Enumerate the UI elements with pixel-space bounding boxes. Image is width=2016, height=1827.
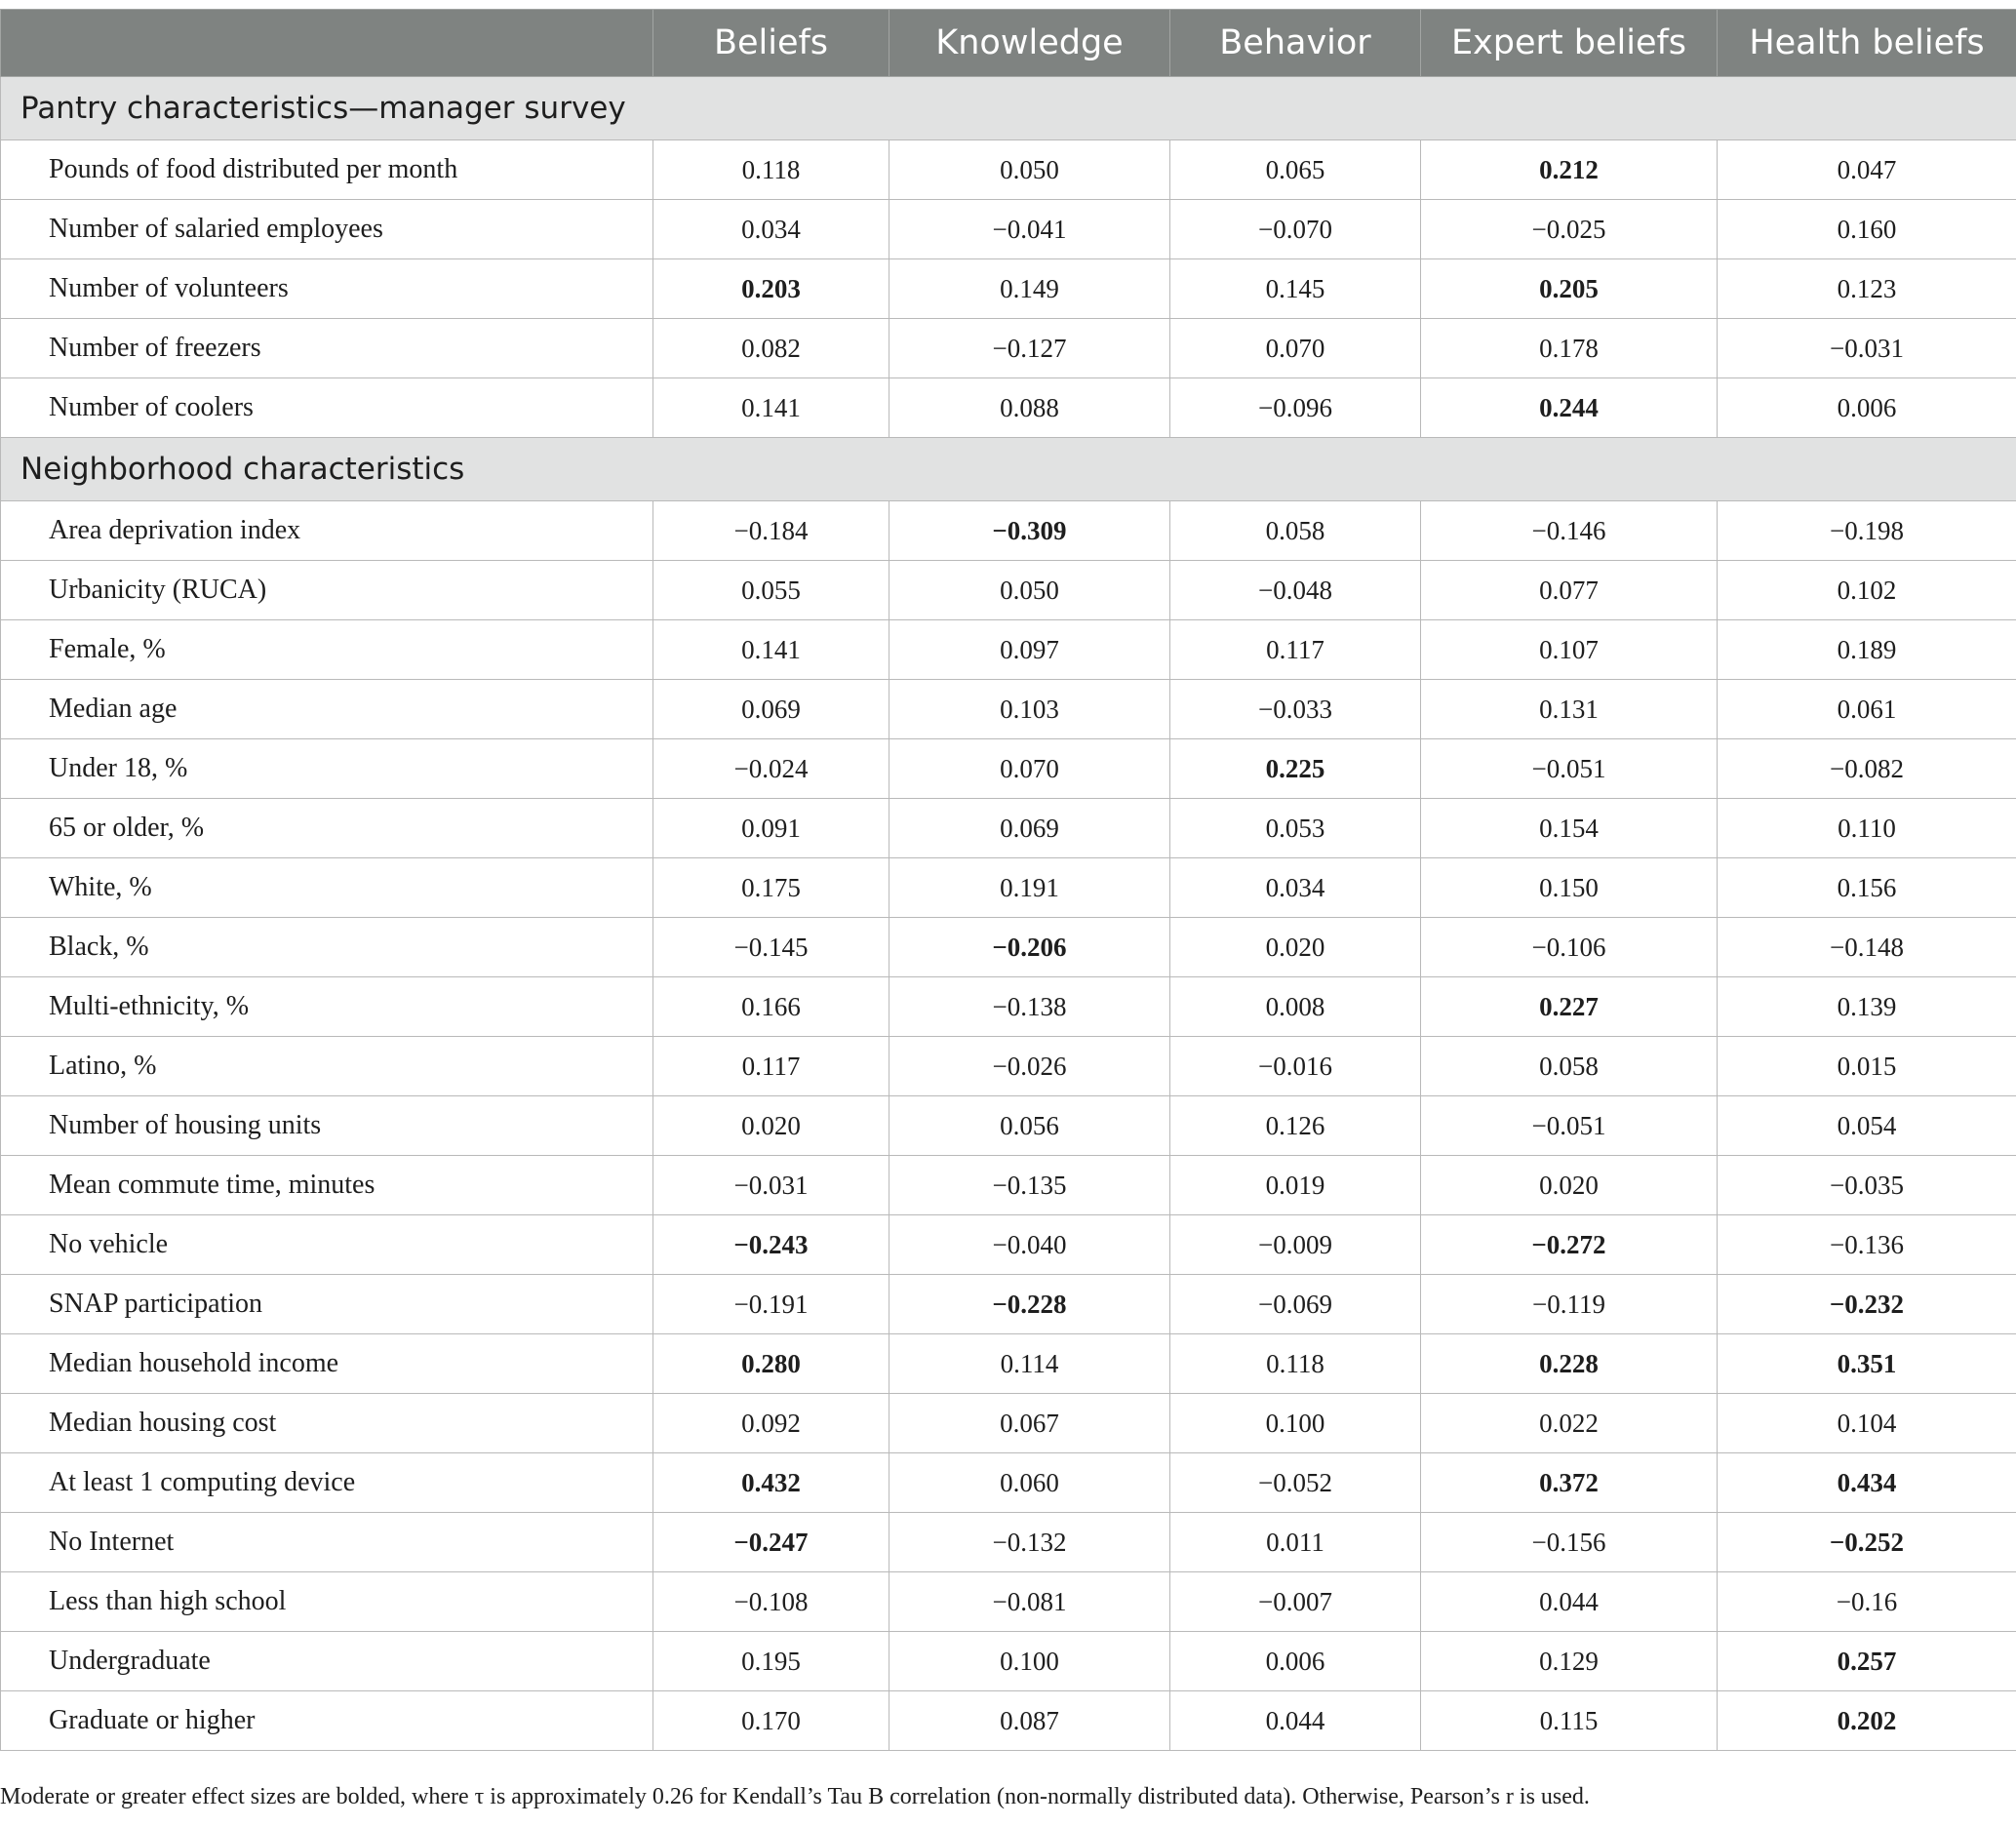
value-cell: −0.026	[889, 1037, 1170, 1096]
value-cell: 0.070	[1170, 319, 1421, 378]
section-title: Neighborhood characteristics	[1, 438, 2016, 501]
table-row	[1, 918, 2016, 977]
value-cell: 0.055	[653, 561, 889, 620]
value-cell: 0.082	[653, 319, 889, 378]
value-cell: 0.225	[1170, 739, 1421, 799]
value-cell: 0.102	[1718, 561, 2016, 620]
value-cell: −0.252	[1718, 1513, 2016, 1572]
table-row	[1, 1394, 2016, 1453]
value-cell: −0.016	[1170, 1037, 1421, 1096]
value-cell: 0.117	[653, 1037, 889, 1096]
value-cell: 0.244	[1421, 378, 1718, 438]
value-cell: −0.108	[653, 1572, 889, 1632]
value-cell: −0.16	[1718, 1572, 2016, 1632]
value-cell: 0.141	[653, 620, 889, 680]
value-cell: −0.081	[889, 1572, 1170, 1632]
value-cell: −0.035	[1718, 1156, 2016, 1215]
row-label: Graduate or higher	[1, 1691, 653, 1751]
correlation-table	[0, 9, 2016, 1751]
value-cell: 0.117	[1170, 620, 1421, 680]
row-label: Latino, %	[1, 1037, 653, 1096]
row-label: SNAP participation	[1, 1275, 653, 1334]
value-cell: −0.070	[1170, 200, 1421, 259]
table-row	[1, 319, 2016, 378]
value-cell: 0.139	[1718, 977, 2016, 1037]
value-cell: −0.228	[889, 1275, 1170, 1334]
value-cell: 0.103	[889, 680, 1170, 739]
section-title: Pantry characteristics—manager survey	[1, 77, 2016, 140]
value-cell: 0.150	[1421, 858, 1718, 918]
value-cell: 0.011	[1170, 1513, 1421, 1572]
value-cell: −0.135	[889, 1156, 1170, 1215]
value-cell: 0.434	[1718, 1453, 2016, 1513]
value-cell: −0.136	[1718, 1215, 2016, 1275]
value-cell: 0.067	[889, 1394, 1170, 1453]
table-row	[1, 977, 2016, 1037]
value-cell: 0.191	[889, 858, 1170, 918]
row-label: Mean commute time, minutes	[1, 1156, 653, 1215]
value-cell: 0.227	[1421, 977, 1718, 1037]
value-cell: 0.280	[653, 1334, 889, 1394]
value-cell: −0.009	[1170, 1215, 1421, 1275]
value-cell: 0.100	[1170, 1394, 1421, 1453]
value-cell: −0.119	[1421, 1275, 1718, 1334]
row-label: Number of coolers	[1, 378, 653, 438]
value-cell: 0.061	[1718, 680, 2016, 739]
table-row	[1, 680, 2016, 739]
value-cell: 0.088	[889, 378, 1170, 438]
value-cell: 0.107	[1421, 620, 1718, 680]
table-row	[1, 1572, 2016, 1632]
value-cell: 0.020	[1170, 918, 1421, 977]
value-cell: 0.175	[653, 858, 889, 918]
table-row	[1, 501, 2016, 561]
value-cell: 0.020	[653, 1096, 889, 1156]
value-cell: 0.104	[1718, 1394, 2016, 1453]
value-cell: 0.050	[889, 140, 1170, 200]
value-cell: 0.015	[1718, 1037, 2016, 1096]
value-cell: 0.154	[1421, 799, 1718, 858]
table-row	[1, 378, 2016, 438]
header-cell-health-beliefs: Health beliefs	[1718, 10, 2016, 77]
value-cell: −0.096	[1170, 378, 1421, 438]
table-row	[1, 1453, 2016, 1513]
header-cell-knowledge: Knowledge	[889, 10, 1170, 77]
row-label: Median housing cost	[1, 1394, 653, 1453]
row-label: Less than high school	[1, 1572, 653, 1632]
value-cell: 0.189	[1718, 620, 2016, 680]
value-cell: −0.272	[1421, 1215, 1718, 1275]
section-header-row	[1, 77, 2016, 140]
row-label: Median age	[1, 680, 653, 739]
value-cell: −0.024	[653, 739, 889, 799]
table-row	[1, 1096, 2016, 1156]
header-row	[1, 10, 2016, 77]
value-cell: 0.092	[653, 1394, 889, 1453]
value-cell: −0.031	[653, 1156, 889, 1215]
value-cell: −0.206	[889, 918, 1170, 977]
value-cell: −0.051	[1421, 1096, 1718, 1156]
value-cell: 0.019	[1170, 1156, 1421, 1215]
value-cell: −0.148	[1718, 918, 2016, 977]
value-cell: 0.006	[1170, 1632, 1421, 1691]
value-cell: −0.156	[1421, 1513, 1718, 1572]
table-row	[1, 620, 2016, 680]
row-label: Number of freezers	[1, 319, 653, 378]
value-cell: 0.145	[1170, 259, 1421, 319]
value-cell: −0.040	[889, 1215, 1170, 1275]
value-cell: −0.309	[889, 501, 1170, 561]
row-label: White, %	[1, 858, 653, 918]
value-cell: −0.069	[1170, 1275, 1421, 1334]
header-cell-beliefs: Beliefs	[653, 10, 889, 77]
value-cell: −0.146	[1421, 501, 1718, 561]
row-label: No Internet	[1, 1513, 653, 1572]
value-cell: −0.145	[653, 918, 889, 977]
value-cell: 0.050	[889, 561, 1170, 620]
value-cell: −0.198	[1718, 501, 2016, 561]
value-cell: −0.048	[1170, 561, 1421, 620]
value-cell: 0.195	[653, 1632, 889, 1691]
value-cell: 0.053	[1170, 799, 1421, 858]
table-row	[1, 1037, 2016, 1096]
value-cell: 0.129	[1421, 1632, 1718, 1691]
row-label: 65 or older, %	[1, 799, 653, 858]
value-cell: 0.351	[1718, 1334, 2016, 1394]
value-cell: 0.372	[1421, 1453, 1718, 1513]
value-cell: −0.082	[1718, 739, 2016, 799]
table-row	[1, 739, 2016, 799]
value-cell: −0.007	[1170, 1572, 1421, 1632]
header-cell-label	[1, 10, 653, 77]
value-cell: 0.044	[1421, 1572, 1718, 1632]
value-cell: −0.247	[653, 1513, 889, 1572]
value-cell: 0.166	[653, 977, 889, 1037]
row-label: Number of housing units	[1, 1096, 653, 1156]
value-cell: 0.065	[1170, 140, 1421, 200]
value-cell: 0.110	[1718, 799, 2016, 858]
value-cell: 0.091	[653, 799, 889, 858]
value-cell: 0.257	[1718, 1632, 2016, 1691]
value-cell: −0.025	[1421, 200, 1718, 259]
table-row	[1, 1632, 2016, 1691]
value-cell: 0.118	[653, 140, 889, 200]
value-cell: −0.031	[1718, 319, 2016, 378]
table-row	[1, 1156, 2016, 1215]
value-cell: −0.132	[889, 1513, 1170, 1572]
value-cell: 0.060	[889, 1453, 1170, 1513]
row-label: Under 18, %	[1, 739, 653, 799]
value-cell: 0.056	[889, 1096, 1170, 1156]
value-cell: 0.070	[889, 739, 1170, 799]
value-cell: 0.149	[889, 259, 1170, 319]
table-row	[1, 561, 2016, 620]
value-cell: 0.202	[1718, 1691, 2016, 1751]
table-row	[1, 1275, 2016, 1334]
value-cell: 0.126	[1170, 1096, 1421, 1156]
value-cell: 0.069	[889, 799, 1170, 858]
value-cell: 0.054	[1718, 1096, 2016, 1156]
value-cell: 0.203	[653, 259, 889, 319]
row-label: Area deprivation index	[1, 501, 653, 561]
value-cell: 0.047	[1718, 140, 2016, 200]
row-label: Female, %	[1, 620, 653, 680]
value-cell: 0.205	[1421, 259, 1718, 319]
value-cell: −0.138	[889, 977, 1170, 1037]
value-cell: −0.041	[889, 200, 1170, 259]
row-label: Urbanicity (RUCA)	[1, 561, 653, 620]
value-cell: 0.123	[1718, 259, 2016, 319]
value-cell: 0.212	[1421, 140, 1718, 200]
value-cell: 0.034	[1170, 858, 1421, 918]
value-cell: −0.033	[1170, 680, 1421, 739]
value-cell: 0.178	[1421, 319, 1718, 378]
row-label: Median household income	[1, 1334, 653, 1394]
header-cell-expert-beliefs: Expert beliefs	[1421, 10, 1718, 77]
table-row	[1, 1215, 2016, 1275]
value-cell: −0.106	[1421, 918, 1718, 977]
value-cell: 0.141	[653, 378, 889, 438]
table-row	[1, 259, 2016, 319]
table-row	[1, 1513, 2016, 1572]
value-cell: 0.114	[889, 1334, 1170, 1394]
row-label: Pounds of food distributed per month	[1, 140, 653, 200]
table-row	[1, 1691, 2016, 1751]
row-label: Number of volunteers	[1, 259, 653, 319]
row-label: Undergraduate	[1, 1632, 653, 1691]
row-label: No vehicle	[1, 1215, 653, 1275]
value-cell: 0.022	[1421, 1394, 1718, 1453]
value-cell: 0.008	[1170, 977, 1421, 1037]
table-row	[1, 1334, 2016, 1394]
value-cell: 0.228	[1421, 1334, 1718, 1394]
table-row	[1, 140, 2016, 200]
value-cell: 0.077	[1421, 561, 1718, 620]
value-cell: 0.006	[1718, 378, 2016, 438]
value-cell: −0.232	[1718, 1275, 2016, 1334]
value-cell: 0.170	[653, 1691, 889, 1751]
value-cell: −0.127	[889, 319, 1170, 378]
value-cell: −0.184	[653, 501, 889, 561]
value-cell: 0.069	[653, 680, 889, 739]
row-label: Number of salaried employees	[1, 200, 653, 259]
value-cell: 0.097	[889, 620, 1170, 680]
value-cell: 0.100	[889, 1632, 1170, 1691]
value-cell: −0.191	[653, 1275, 889, 1334]
value-cell: 0.034	[653, 200, 889, 259]
value-cell: −0.051	[1421, 739, 1718, 799]
table-row	[1, 799, 2016, 858]
value-cell: 0.160	[1718, 200, 2016, 259]
header-cell-behavior: Behavior	[1170, 10, 1421, 77]
value-cell: −0.052	[1170, 1453, 1421, 1513]
value-cell: 0.118	[1170, 1334, 1421, 1394]
table-row	[1, 858, 2016, 918]
value-cell: 0.058	[1421, 1037, 1718, 1096]
section-header-row	[1, 438, 2016, 501]
value-cell: 0.044	[1170, 1691, 1421, 1751]
table-footnote: Moderate or greater effect sizes are bolded, where τ is approximately 0.26 for Kendall’s Tau B correlation (non-normally distributed data). Otherwise, Pearson’s r is used.	[0, 1784, 1590, 1809]
table-row	[1, 200, 2016, 259]
value-cell: −0.243	[653, 1215, 889, 1275]
value-cell: 0.156	[1718, 858, 2016, 918]
table-body	[1, 77, 2016, 1751]
value-cell: 0.432	[653, 1453, 889, 1513]
value-cell: 0.020	[1421, 1156, 1718, 1215]
value-cell: 0.058	[1170, 501, 1421, 561]
value-cell: 0.115	[1421, 1691, 1718, 1751]
value-cell: 0.087	[889, 1691, 1170, 1751]
row-label: Multi-ethnicity, %	[1, 977, 653, 1037]
row-label: Black, %	[1, 918, 653, 977]
value-cell: 0.131	[1421, 680, 1718, 739]
row-label: At least 1 computing device	[1, 1453, 653, 1513]
